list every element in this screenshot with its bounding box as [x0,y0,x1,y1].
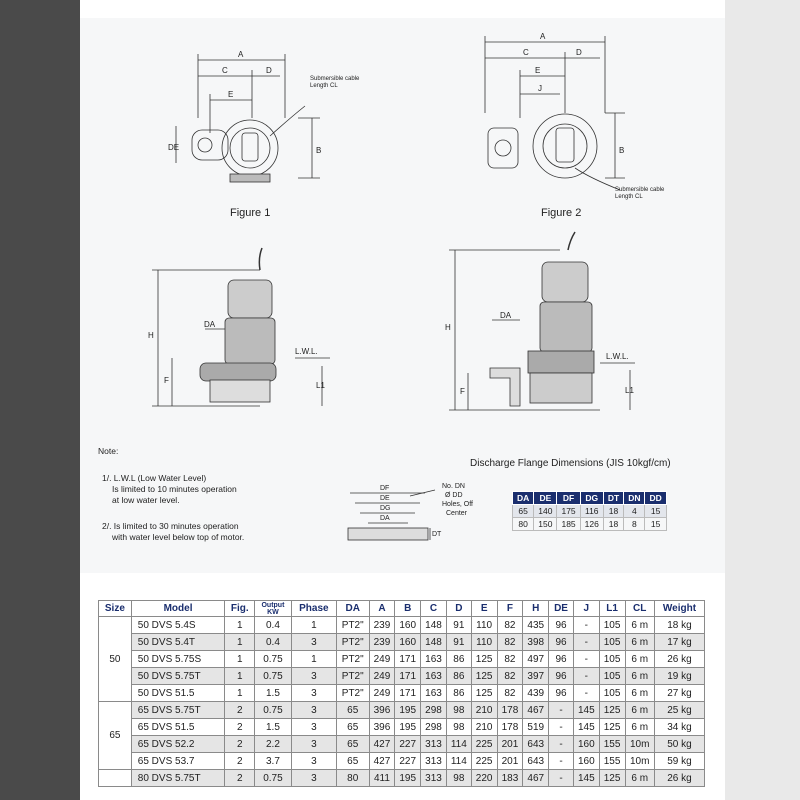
flange-col-header: DG [580,492,603,505]
table-cell: 26 kg [654,651,704,668]
note-1-line-3: at low water level. [112,495,180,505]
table-cell: 519 [523,719,549,736]
table-cell: 249 [369,651,395,668]
table-cell: 98 [446,770,471,787]
table-cell: - [573,617,599,634]
table-cell: 195 [395,702,421,719]
table-cell: 91 [446,634,471,651]
dim-b2-label: B [619,146,625,155]
model-cell: 50 DVS 5.75S [131,651,225,668]
col-header-l1: L1 [599,601,625,617]
table-cell: 65 [336,702,369,719]
table-row [99,685,705,702]
table-cell: 82 [497,668,523,685]
model-cell: 50 DVS 51.5 [131,685,225,702]
table-row [99,753,705,770]
flange-col-header: DA [513,492,534,505]
table-cell: 195 [395,719,421,736]
table-cell: 148 [421,617,447,634]
table-cell: 171 [395,668,421,685]
figure-1-side-view [152,248,330,406]
table-row [99,702,705,719]
flange-table-title: Discharge Flange Dimensions (JIS 10kgf/cm) [470,458,671,469]
flange-holes-label: Holes, Off [442,501,473,508]
col-header-h: H [523,601,549,617]
model-cell: 65 DVS 53.7 [131,753,225,770]
cable-label-1a: Submersible cable [310,76,360,82]
table-cell: 105 [599,617,625,634]
table-cell: 439 [523,685,549,702]
table-cell: 0.75 [255,702,292,719]
dim-e2-label: E [535,66,541,75]
flange-cell: 140 [534,505,557,518]
table-cell: 163 [421,668,447,685]
col-header-phase: Phase [291,601,336,617]
table-cell: 249 [369,668,395,685]
model-cell: 65 DVS 52.2 [131,736,225,753]
table-row [99,651,705,668]
table-cell: 125 [599,770,625,787]
table-cell: 145 [573,719,599,736]
flange-df-label: DF [380,485,390,492]
model-cell: 50 DVS 5.4S [131,617,225,634]
table-cell: 155 [599,753,625,770]
table-cell: 3 [291,770,336,787]
col-header-fig: Fig. [225,601,255,617]
table-cell: 125 [471,651,497,668]
table-cell: 17 kg [654,634,704,651]
table-cell: 3 [291,634,336,651]
dim-da2-label: DA [500,311,512,320]
note-2-line-2: with water level below top of motor. [112,532,245,542]
col-header-f: F [497,601,523,617]
table-cell: 6 m [625,685,654,702]
table-cell: 0.75 [255,770,292,787]
table-cell: 18 kg [654,617,704,634]
table-cell: 110 [471,634,497,651]
model-cell: 65 DVS 51.5 [131,719,225,736]
flange-header-row [513,492,667,505]
table-cell: 160 [395,634,421,651]
table-cell: 6 m [625,651,654,668]
col-header-de: DE [549,601,574,617]
flange-col-header: DE [534,492,557,505]
col-header-size: Size [99,601,132,617]
table-cell: 27 kg [654,685,704,702]
note-1-line-1: 1/. L.W.L (Low Water Level) [102,473,207,483]
table-cell: 3 [291,736,336,753]
note-2-line-1: 2/. Is limited to 30 minutes operation [102,521,239,531]
table-cell: 249 [369,685,395,702]
table-cell: 50 kg [654,736,704,753]
table-cell: 114 [446,753,471,770]
table-cell: 96 [549,617,574,634]
table-cell: 313 [421,770,447,787]
flange-no-dn-label: No. DN [442,483,465,490]
document-page[interactable] [80,0,725,800]
dim-j-label: J [538,84,542,93]
table-cell: 1.5 [255,719,292,736]
table-cell: 163 [421,685,447,702]
table-cell: 110 [471,617,497,634]
col-header-e: E [471,601,497,617]
table-cell: 125 [471,668,497,685]
table-cell: 1 [225,617,255,634]
table-cell: 195 [395,770,421,787]
dim-da-label: DA [204,320,216,329]
dim-f2-label: F [460,387,465,396]
flange-cell: 15 [645,505,666,518]
col-header-b: B [395,601,421,617]
flange-col-header: DT [603,492,623,505]
drawing-panel [80,18,725,573]
table-row [99,719,705,736]
table-row [99,617,705,634]
table-cell: 2 [225,719,255,736]
flange-cell: 18 [603,518,623,531]
table-cell: - [573,685,599,702]
table-cell: 59 kg [654,753,704,770]
dim-h-label: H [148,331,154,340]
table-cell: 2 [225,736,255,753]
col-header-output-line1: Output [261,601,285,609]
table-cell: 155 [599,736,625,753]
table-cell: 201 [497,736,523,753]
table-cell: 1 [291,651,336,668]
table-cell: 10m [625,736,654,753]
table-cell: 411 [369,770,395,787]
table-cell: 220 [471,770,497,787]
flange-cell: 4 [624,505,645,518]
flange-dg-label: DG [380,505,391,512]
table-cell: 105 [599,634,625,651]
table-cell: 0.4 [255,634,292,651]
table-cell: 91 [446,617,471,634]
table-cell: PT2" [336,685,369,702]
dim-e-label: E [228,90,234,99]
table-cell: 397 [523,668,549,685]
table-cell: 6 m [625,719,654,736]
col-header-cl: CL [625,601,654,617]
table-cell: 125 [599,719,625,736]
table-cell: 3 [291,668,336,685]
table-cell: 160 [395,617,421,634]
table-cell: 643 [523,753,549,770]
table-cell: 160 [573,736,599,753]
table-cell: 239 [369,617,395,634]
dim-de-label: DE [168,143,180,152]
figure-2-side-view [449,232,635,410]
flange-cell: 126 [580,518,603,531]
flange-cell: 80 [513,518,534,531]
table-cell: PT2" [336,634,369,651]
col-header-a: A [369,601,395,617]
figure-1-caption: Figure 1 [230,207,271,219]
flange-cell: 15 [645,518,666,531]
flange-cell: 18 [603,505,623,518]
table-cell: 171 [395,685,421,702]
table-row [99,736,705,753]
table-cell: 65 [336,719,369,736]
table-cell: 10m [625,753,654,770]
table-cell: 163 [421,651,447,668]
dim-d2-label: D [576,48,582,57]
figure-2-top-view [485,36,625,190]
table-cell: 2 [225,753,255,770]
flange-cell: 175 [557,505,580,518]
model-cell: 80 DVS 5.75T [131,770,225,787]
table-cell: 227 [395,736,421,753]
table-cell: 3 [291,685,336,702]
table-cell: 96 [549,668,574,685]
table-cell: 1.5 [255,685,292,702]
col-header-output [255,601,292,617]
model-cell: 50 DVS 5.75T [131,668,225,685]
table-cell: 171 [395,651,421,668]
table-cell: - [573,668,599,685]
table-cell: 435 [523,617,549,634]
table-cell: 0.4 [255,617,292,634]
dim-a-label: A [238,50,244,59]
table-cell: 239 [369,634,395,651]
table-cell: 98 [446,702,471,719]
table-cell: 114 [446,736,471,753]
table-cell: 467 [523,702,549,719]
table-cell: 125 [599,702,625,719]
table-cell: - [549,753,574,770]
table-cell: 6 m [625,668,654,685]
table-cell: PT2" [336,651,369,668]
table-row [99,770,705,787]
col-header-weight: Weight [654,601,704,617]
flange-row [513,505,667,518]
flange-cell: 65 [513,505,534,518]
table-cell: 225 [471,736,497,753]
table-cell: 201 [497,753,523,770]
table-cell: 298 [421,702,447,719]
table-cell: 2.2 [255,736,292,753]
table-cell: 86 [446,685,471,702]
flange-dd-label: Ø DD [445,492,463,499]
table-cell: 3 [291,719,336,736]
table-cell: 26 kg [654,770,704,787]
table-cell: 105 [599,651,625,668]
table-cell: PT2" [336,617,369,634]
table-cell: 96 [549,634,574,651]
cable-label-2a: Submersible cable [615,187,665,193]
note-heading: Note: [98,446,119,456]
flange-cell: 150 [534,518,557,531]
dim-c-label: C [222,66,228,75]
table-cell: 82 [497,651,523,668]
table-cell: 82 [497,617,523,634]
table-cell: 145 [573,702,599,719]
size-cell [99,770,132,787]
figure-2-labels [523,32,665,200]
table-cell: 396 [369,719,395,736]
table-cell: - [549,719,574,736]
table-cell: 643 [523,736,549,753]
table-cell: 1 [225,685,255,702]
flange-row [513,518,667,531]
table-row [99,668,705,685]
table-cell: 313 [421,736,447,753]
table-cell: 178 [497,719,523,736]
dim-a2-label: A [540,32,546,41]
specifications-table [98,600,705,787]
table-cell: 227 [395,753,421,770]
figure-2-caption: Figure 2 [541,207,582,219]
dim-l1-label: L1 [316,381,325,390]
col-header-c: C [421,601,447,617]
table-cell: 82 [497,634,523,651]
flange-col-header: DD [645,492,666,505]
cable-label-2b: Length CL [615,194,643,200]
table-cell: 86 [446,668,471,685]
cable-label-1b: Length CL [310,83,338,89]
dim-f-label: F [164,376,169,385]
table-cell: 3 [291,753,336,770]
table-cell: 396 [369,702,395,719]
table-cell: - [549,736,574,753]
table-cell: 6 m [625,770,654,787]
figure-1-top-view [176,54,320,182]
flange-col-header: DN [624,492,645,505]
table-cell: 160 [573,753,599,770]
col-header-da: DA [336,601,369,617]
table-cell: 497 [523,651,549,668]
dim-h2-label: H [445,323,451,332]
table-cell: 1 [225,668,255,685]
dim-l1-2-label: L1 [625,386,634,395]
table-cell: 298 [421,719,447,736]
table-cell: 398 [523,634,549,651]
dim-c2-label: C [523,48,529,57]
table-cell: 183 [497,770,523,787]
table-cell: - [549,702,574,719]
table-cell: 19 kg [654,668,704,685]
lwl-label: L.W.L. [295,347,318,356]
background-left [0,0,80,800]
table-cell: 80 [336,770,369,787]
table-cell: 467 [523,770,549,787]
model-cell: 65 DVS 5.75T [131,702,225,719]
table-cell: 82 [497,685,523,702]
table-cell: 65 [336,753,369,770]
table-cell: 1 [225,651,255,668]
flange-center-label: Center [446,510,468,517]
figure-1-labels [168,50,360,155]
table-cell: - [549,770,574,787]
table-cell: 0.75 [255,668,292,685]
table-cell: 1 [291,617,336,634]
flange-diagram [348,490,435,540]
dim-b-label: B [316,146,322,155]
table-cell: 6 m [625,634,654,651]
table-cell: 2 [225,770,255,787]
specs-header-row [99,601,705,617]
col-header-j: J [573,601,599,617]
table-cell: 3.7 [255,753,292,770]
table-cell: 105 [599,685,625,702]
table-cell: - [573,634,599,651]
table-cell: - [573,651,599,668]
table-cell: 1 [225,634,255,651]
col-header-output-line2: KW [267,608,279,616]
table-cell: 178 [497,702,523,719]
table-cell: 98 [446,719,471,736]
flange-table [512,491,667,531]
table-cell: 225 [471,753,497,770]
flange-cell: 8 [624,518,645,531]
dim-d-label: D [266,66,272,75]
table-cell: 86 [446,651,471,668]
table-cell: 96 [549,651,574,668]
table-cell: 65 [336,736,369,753]
flange-cell: 185 [557,518,580,531]
flange-de-label: DE [380,495,390,502]
table-cell: 125 [471,685,497,702]
table-cell: 427 [369,736,395,753]
table-cell: 6 m [625,702,654,719]
table-cell: 210 [471,719,497,736]
flange-da-label: DA [380,515,390,522]
table-cell: PT2" [336,668,369,685]
lwl2-label: L.W.L. [606,352,629,361]
col-header-model: Model [131,601,225,617]
table-cell: 105 [599,668,625,685]
table-cell: 96 [549,685,574,702]
table-cell: 25 kg [654,702,704,719]
table-cell: 2 [225,702,255,719]
table-cell: 145 [573,770,599,787]
background-right [725,0,800,800]
table-cell: 34 kg [654,719,704,736]
size-cell: 65 [99,702,132,770]
table-row [99,634,705,651]
table-cell: 3 [291,702,336,719]
flange-cell: 116 [580,505,603,518]
note-1-line-2: Is limited to 10 minutes operation [112,484,237,494]
table-cell: 148 [421,634,447,651]
table-cell: 0.75 [255,651,292,668]
col-header-d: D [446,601,471,617]
table-cell: 313 [421,753,447,770]
table-cell: 210 [471,702,497,719]
model-cell: 50 DVS 5.4T [131,634,225,651]
specs-body [99,617,705,787]
size-cell: 50 [99,617,132,702]
table-cell: 6 m [625,617,654,634]
flange-dt-label: DT [432,531,442,538]
table-cell: 427 [369,753,395,770]
flange-col-header: DF [557,492,580,505]
